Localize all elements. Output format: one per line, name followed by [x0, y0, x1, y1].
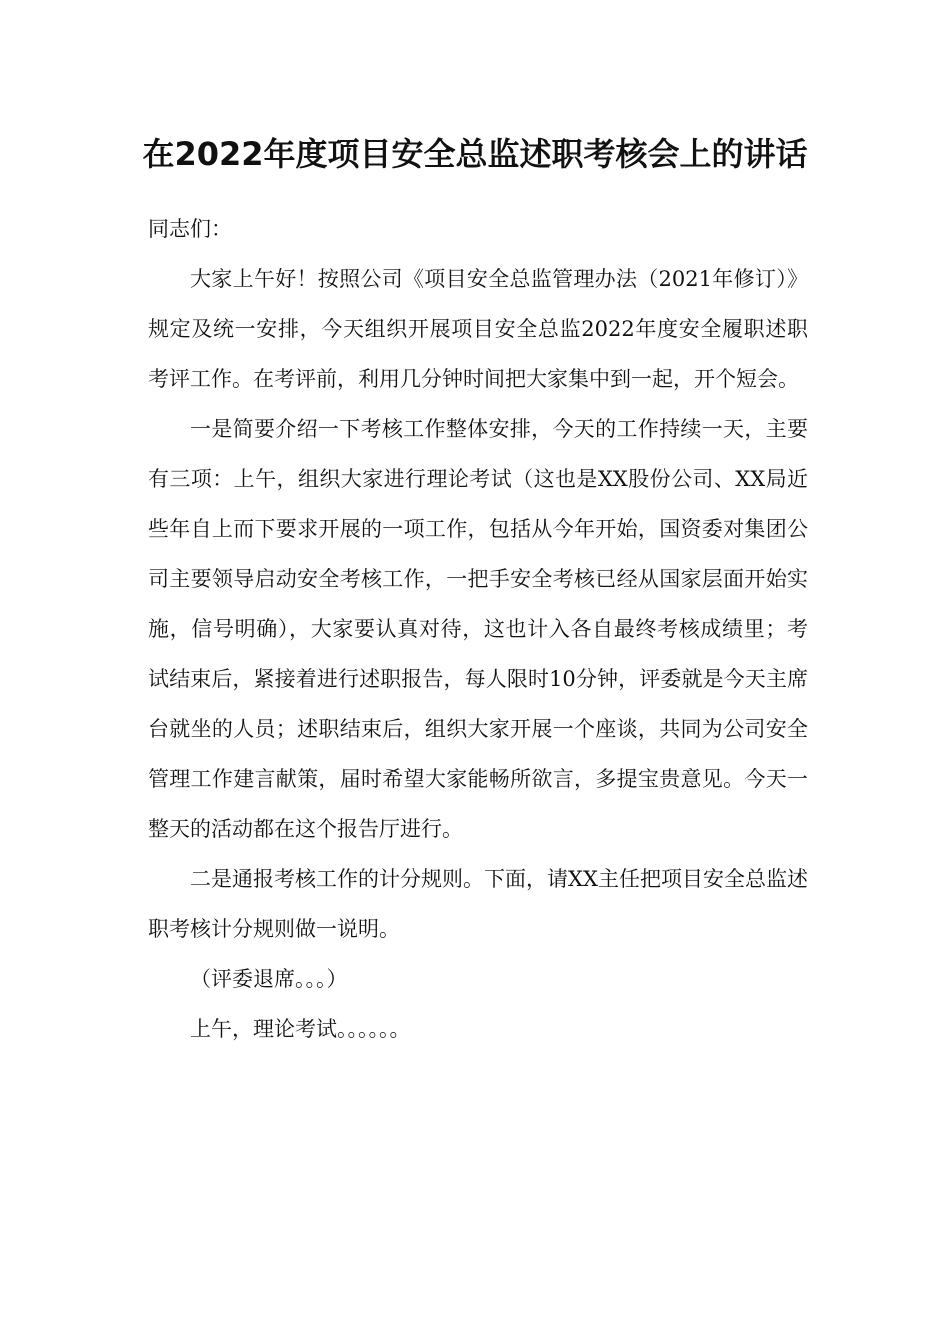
salutation: 同志们： [148, 217, 232, 241]
paragraph-schedule: 一是简要介绍一下考核工作整体安排，今天的工作持续一天，主要有三项：上午，组织大家进行理论考试（这也是XX股份公司、XX局近些年自上而下要求开展的一项工作，包括从今年开始，国资委对集团公司主要领导启动安全考核工作，一把手安全考核已经从国家层面开始实施，信号明确），大家要认真对待，这也计入各自最终考核成绩里；考试结束后，紧接着进行述职报告，每人限时10分钟，评委就是今天主席台就坐的人员；述职结束后，组织大家开展一个座谈，共同为公司安全管理工作建言献策，届时希望大家能畅所欲言，多提宝贵意见。今天一整天的活动都在这个报告厅进行。 [148, 417, 808, 841]
paragraph-scoring-rules: 二是通报考核工作的计分规则。下面，请XX主任把项目安全总监述职考核计分规则做一说明。 [148, 867, 808, 941]
document-body [148, 204, 808, 1054]
document-title: 在2022年度项目安全总监述职考核会上的讲话 [142, 135, 808, 173]
stage-note-morning-exam: 上午，理论考试。。。。。。 [190, 1017, 411, 1041]
paragraph-greeting: 大家上午好！按照公司《项目安全总监管理办法（2021年修订）》规定及统一安排，今天组织开展项目安全总监2022年度安全履职述职考评工作。在考评前，利用几分钟时间把大家集中到一起，开个短会。 [148, 267, 808, 391]
stage-note-judges-leave: （评委退席。。。） [190, 967, 348, 991]
